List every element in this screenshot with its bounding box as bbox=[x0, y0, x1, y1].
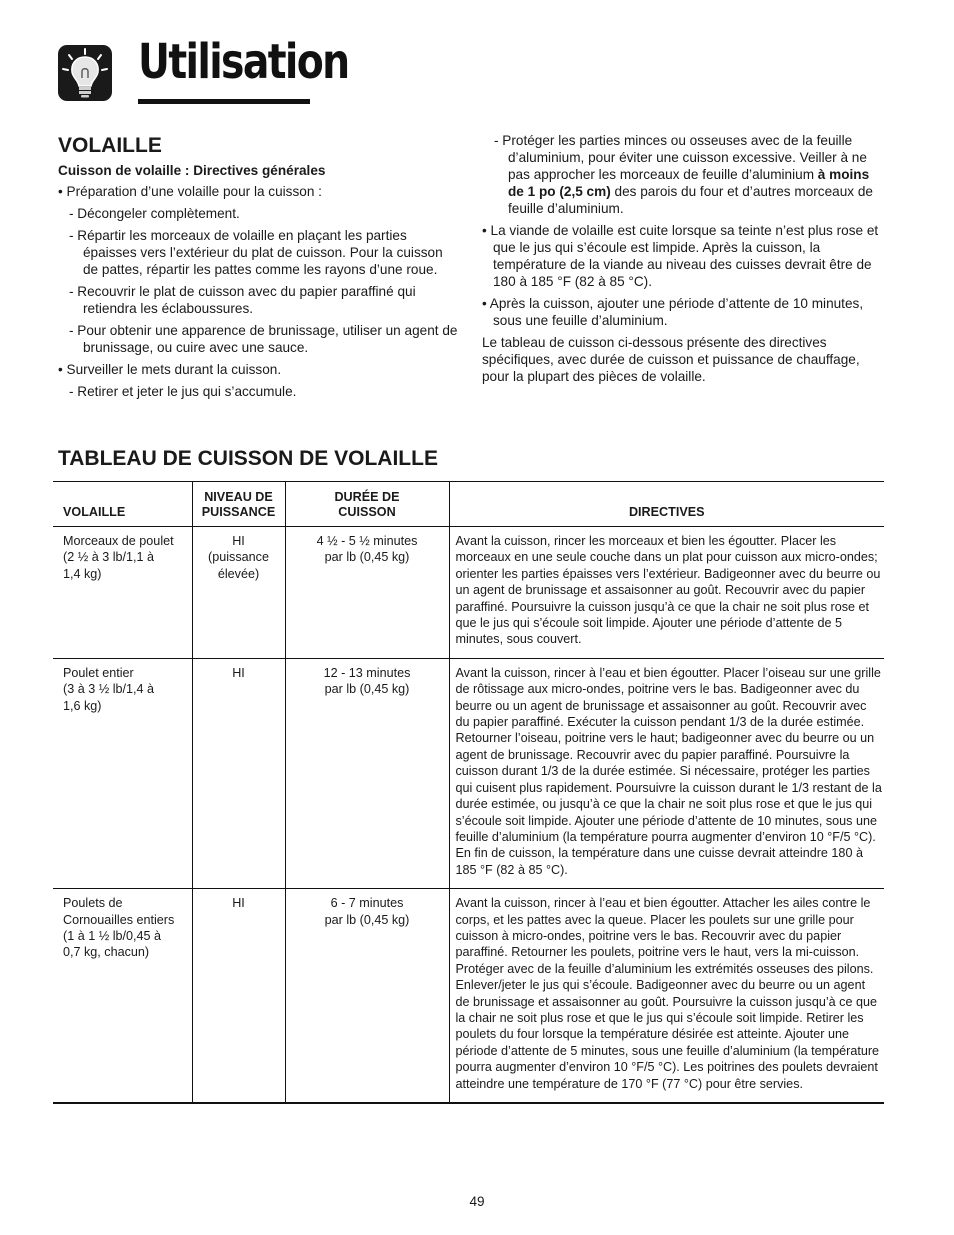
dash-retirer-jus: - Retirer et jeter le jus qui s’accumule. bbox=[69, 384, 297, 399]
header-duree-line2: CUISSON bbox=[338, 505, 396, 519]
header-niveau bbox=[192, 482, 285, 527]
cell-power bbox=[192, 658, 285, 888]
cell-directions: Avant la cuisson, rincer à l’eau et bien égoutter. Placer l’oiseau sur une grille de rôtissage aux micro-ondes, poitrine vers le bas. Badigeonner avec du beurre ou un agent de brunissage et assaisonner au goût. Recouvrir avec du papier paraffiné. Exécuter la cuisson pendant 1/3 de la durée estimée. Retourner l’oiseau, poitrine vers le haut; badigeonner avec du beurre ou un agent de brunissage. Recouvrir avec du papier paraffiné. Poursuivre la cuisson durant 1/3 de la durée estimée. Si nécessaire, protéger les parties qui cuisent plus rapidement. Poursuivre la cuisson durant le 1/3 restant de la durée estimée, ou jusqu’à ce que la chair ne soit plus rose et que le jus qui s’écoule soit limpide. Ajouter une période d’attente de 10 minutes, sous une feuille d’aluminium (la température pourra augmenter d’environ 10 °F/5 °C). En fin de cuisson, la température dans une cuisse devrait atteindre 180 à 185 °F (82 à 85 °C). bbox=[449, 658, 884, 888]
item-line: Poulets de bbox=[63, 896, 123, 911]
cooking-table bbox=[53, 481, 884, 1104]
item-line: 1,6 kg) bbox=[63, 698, 102, 713]
time-line: 6 - 7 minutes bbox=[330, 896, 404, 911]
right-column bbox=[482, 132, 882, 390]
dash-recouvrir: - Recouvrir le plat de cuisson avec du papier paraffiné qui retiendra les éclaboussures. bbox=[69, 284, 416, 316]
time-line: 4 ½ - 5 ½ minutes bbox=[316, 534, 418, 548]
time-line: par lb (0,45 kg) bbox=[324, 550, 410, 565]
table-title: TABLEAU DE CUISSON DE VOLAILLE bbox=[58, 447, 438, 470]
page-number: 49 bbox=[469, 1194, 485, 1209]
cell-directions: Avant la cuisson, rincer à l’eau et bien égoutter. Attacher les ailes contre le corps, et les pattes avec la queue. Placer les poulets sur une grille pour cuisson à micro-ondes, poitrine vers le bas. Recouvrir avec du papier paraffiné. Retourner les poulets, poitrine vers le haut, vers la mi-cuisson. Protéger avec de la feuille d’aluminium les extrémités osseuses des pilons. Enlever/jeter le jus qui s’écoule. Badigeonner avec du beurre ou un agent de brunissage et assaisonner au goût. Poursuivre la cuisson jusqu’à ce que la chair ne soit plus rose et que le jus qui s’écoule soit limpide. Retirer les poulets du four lorsque la température désirée est atteinte. Ajouter une période d’attente de 5 minutes, sous une feuille d’aluminium (la température pourra augmenter d’environ 10 °F/5 °C). Les poitrines des poulets devraient atteindre une température de 170 °F (77 °C) pour être servies. bbox=[449, 889, 884, 1103]
cell-item bbox=[53, 889, 192, 1103]
cell-item bbox=[53, 658, 192, 888]
header-duree-line1: DURÉE DE bbox=[334, 490, 400, 504]
lightbulb-icon bbox=[58, 45, 112, 101]
time-line: par lb (0,45 kg) bbox=[324, 912, 410, 927]
item-line: Poulet entier bbox=[63, 665, 134, 680]
time-line: 12 - 13 minutes bbox=[323, 665, 411, 680]
power-line: (puissance bbox=[208, 550, 269, 565]
section-heading-volaille: VOLAILLE bbox=[58, 134, 162, 157]
dash-proteger-text-a: - Protéger les parties minces ou osseuses avec de la feuille d’aluminium, pour éviter une cuisson excessive. Veiller à ne pas approcher les morceaux de feuille d’aluminium bbox=[494, 133, 867, 182]
power-line: HI bbox=[232, 534, 245, 548]
dash-brunissage: - Pour obtenir une apparence de brunissage, utiliser un agent de brunissage, ou cuire avec une sauce. bbox=[69, 323, 458, 355]
dash-proteger bbox=[482, 132, 882, 217]
time-line: par lb (0,45 kg) bbox=[324, 682, 410, 697]
cell-directions: Avant la cuisson, rincer les morceaux et bien les égoutter. Placer les morceaux en une seule couche dans un plat pour cuisson aux micro-ondes; orienter les parties épaisses vers l’extérieur. Badigeonner avec du beurre ou un agent de brunissage et assaisonner au goût. Recouvrir avec du papier paraffiné. Poursuivre la cuisson jusqu’à ce que la chair ne soit plus rose et que le jus qui s’écoule soit limpide. Ajouter une période d’attente de 5 minutes, sous couvert. bbox=[449, 527, 884, 659]
item-line: Cornouailles entiers bbox=[63, 912, 175, 927]
power-line: HI bbox=[232, 665, 245, 680]
cell-power bbox=[192, 527, 285, 659]
table-header-row bbox=[53, 482, 884, 527]
cell-power bbox=[192, 889, 285, 1103]
bullet-preparation: • Préparation d’une volaille pour la cuisson : bbox=[58, 184, 322, 199]
subheading-directives: Cuisson de volaille : Directives générales bbox=[58, 163, 326, 178]
item-line: Morceaux de poulet bbox=[63, 534, 174, 548]
cell-time bbox=[285, 527, 449, 659]
cell-time bbox=[285, 889, 449, 1103]
table-row bbox=[53, 527, 884, 659]
item-line: (2 ½ à 3 lb/1,1 à bbox=[63, 550, 155, 565]
intro-tableau: Le tableau de cuisson ci-dessous présente des directives spécifiques, avec durée de cuisson et puissance de chauffage, pour la plupart des pièces de volaille. bbox=[482, 335, 860, 384]
item-line: (3 à 3 ½ lb/1,4 à bbox=[63, 682, 155, 697]
dash-proteger-bold: à moins de 1 po (2,5 cm) bbox=[508, 167, 870, 199]
header-niveau-line1: NIVEAU DE bbox=[204, 490, 273, 504]
bullet-viande-cuite: • La viande de volaille est cuite lorsque sa teinte n’est plus rose et que le jus qui s’écoule est limpide. Après la cuisson, la température de la viande au niveau des cuisses devrait être de 180 à 185 °F (82 à 85 °C). bbox=[482, 223, 879, 289]
left-column bbox=[58, 134, 458, 405]
table-row bbox=[53, 889, 884, 1103]
table-row bbox=[53, 658, 884, 888]
dash-proteger-text-b: des parois du four et d’autres morceaux de feuille d’aluminium. bbox=[508, 184, 873, 216]
bullet-periode-attente: • Après la cuisson, ajouter une période d’attente de 10 minutes, sous une feuille d’aluminium. bbox=[482, 296, 864, 328]
page-title: Utilisation bbox=[138, 34, 349, 90]
cell-time bbox=[285, 658, 449, 888]
title-underline bbox=[138, 99, 310, 104]
cell-item bbox=[53, 527, 192, 659]
item-line: 1,4 kg) bbox=[63, 566, 102, 581]
bullet-surveiller: • Surveiller le mets durant la cuisson. bbox=[58, 362, 282, 377]
power-line: HI bbox=[232, 896, 245, 911]
header-duree bbox=[285, 482, 449, 527]
item-line: (1 à 1 ½ lb/0,45 à bbox=[63, 928, 162, 943]
header-niveau-line2: PUISSANCE bbox=[201, 505, 276, 519]
header-volaille: VOLAILLE bbox=[53, 482, 192, 527]
power-line: élevée) bbox=[217, 566, 260, 581]
dash-decongeler: - Décongeler complètement. bbox=[69, 206, 240, 221]
header-directives: DIRECTIVES bbox=[449, 482, 884, 527]
item-line: 0,7 kg, chacun) bbox=[63, 945, 150, 960]
dash-repartir: - Répartir les morceaux de volaille en plaçant les parties épaisses vers l’extérieur du plat de cuisson. Pour la cuisson de pattes, répartir les pattes comme les rayons d’une roue. bbox=[69, 228, 443, 277]
